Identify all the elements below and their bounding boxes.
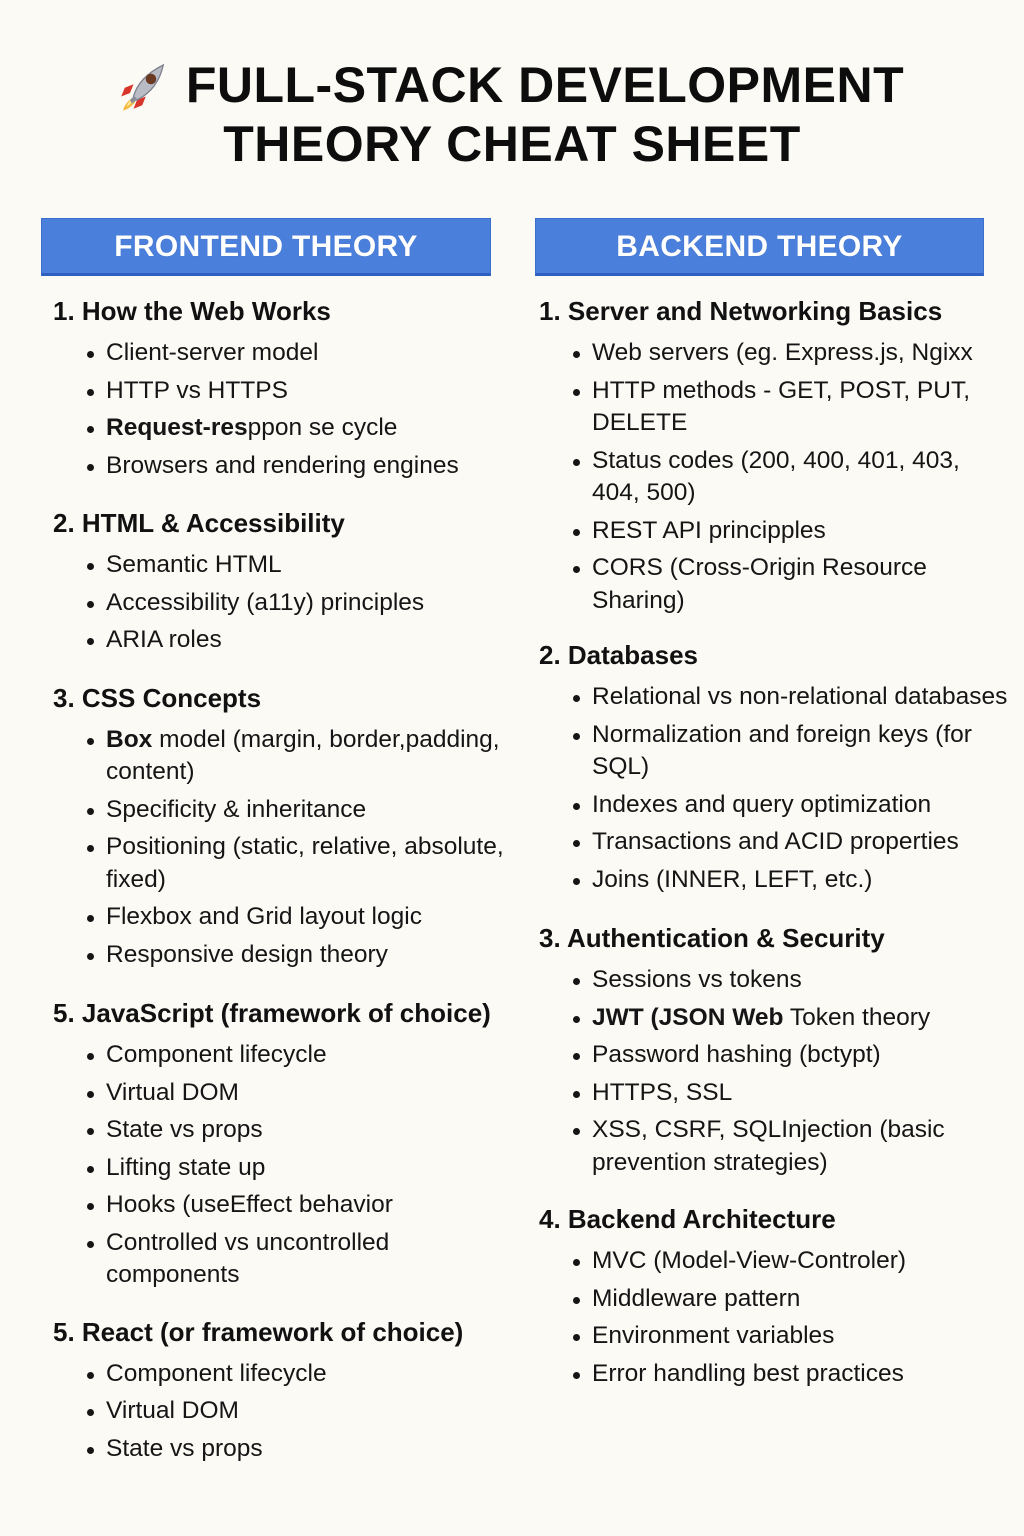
list-item: Hooks (useEffect behavior: [53, 1189, 523, 1222]
backend-section-auth-security: [539, 920, 1009, 1179]
item-list: [53, 1039, 523, 1292]
item-list: [53, 724, 523, 972]
list-item: JWT (JSON Web Token theory: [539, 1002, 1009, 1035]
section-title: 1. Server and Networking Basics: [539, 296, 943, 326]
list-item: CORS (Cross-Origin Resource Sharing): [539, 552, 1009, 617]
frontend-section-react: [53, 1314, 523, 1466]
list-item: Middleware pattern: [539, 1283, 1009, 1316]
list-item: ARIA roles: [53, 624, 523, 657]
list-item: Client-server model: [53, 337, 523, 370]
list-item: Virtual DOM: [53, 1077, 523, 1110]
list-item: HTTPS, SSL: [539, 1077, 1009, 1110]
list-item: Browsers and rendering engines: [53, 450, 523, 483]
backend-section-architecture: [539, 1201, 1009, 1390]
list-item: Status codes (200, 400, 401, 403, 404, 500): [539, 445, 1009, 510]
backend-section-server: [539, 293, 1009, 617]
frontend-section-javascript: [53, 995, 523, 1292]
item-list: [539, 337, 1009, 617]
list-item: Lifting state up: [53, 1152, 523, 1185]
section-title: 5. React (or framework of choice): [53, 1316, 464, 1347]
list-item: XSS, CSRF, SQLInjection (basic prevention strategies): [539, 1114, 1009, 1179]
title-line-1: FULL-STACK DEVELOPMENT: [185, 57, 905, 113]
list-item: Specificity & inheritance: [53, 794, 523, 827]
section-title: 5. JavaScript (framework of choice): [53, 998, 491, 1028]
backend-section-databases: [539, 637, 1009, 896]
list-item: Indexes and query optimization: [539, 789, 1009, 822]
list-item: Environment variables: [539, 1320, 1009, 1353]
list-item: Component lifecycle: [53, 1039, 523, 1072]
list-item: Virtual DOM: [53, 1395, 523, 1428]
list-item: State vs props: [53, 1114, 523, 1147]
list-item: Password hashing (bctypt): [539, 1039, 1009, 1072]
list-item: Web servers (eg. Express.js, Ngixx: [539, 337, 1009, 370]
list-item: Joins (INNER, LEFT, etc.): [539, 864, 1009, 897]
page-title: [0, 56, 1024, 174]
list-item: Component lifecycle: [53, 1358, 523, 1391]
list-item: Box model (margin, border,padding, content): [53, 724, 523, 789]
list-item: Sessions vs tokens: [539, 964, 1009, 997]
section-title: 3. CSS Concepts: [53, 682, 262, 713]
list-item: Transactions and ACID properties: [539, 826, 1009, 859]
list-item: Semantic HTML: [53, 549, 523, 582]
frontend-section-html: [53, 505, 523, 657]
list-item: Flexbox and Grid layout logic: [53, 901, 523, 934]
frontend-section-web: [53, 293, 523, 482]
list-item: Error handling best practices: [539, 1358, 1009, 1391]
list-item: Responsive design theory: [53, 939, 523, 972]
section-title: 4. Backend Architecture: [539, 1204, 836, 1234]
item-list: [53, 549, 523, 657]
item-list: [539, 964, 1009, 1179]
item-list: [539, 1245, 1009, 1390]
section-title: 3. Authentication & Security: [539, 923, 885, 953]
frontend-theory-header: FRONTEND THEORY: [41, 218, 491, 276]
list-item: Accessibility (a11y) principles: [53, 587, 523, 620]
list-item: Relational vs non-relational databases: [539, 681, 1009, 714]
section-title: 2. Databases: [539, 640, 698, 670]
item-list: [53, 337, 523, 482]
list-item: Normalization and foreign keys (for SQL): [539, 719, 1009, 784]
list-item: REST API principples: [539, 515, 1009, 548]
list-item: MVC (Model-View-Controler): [539, 1245, 1009, 1278]
title-line-2: THEORY CHEAT SHEET: [223, 116, 801, 172]
list-item: Request-resppon se cycle: [53, 412, 523, 445]
list-item: Controlled vs uncontrolled components: [53, 1227, 523, 1292]
section-title: 2. HTML & Accessibility: [53, 508, 345, 538]
item-list: [539, 681, 1009, 896]
list-item: State vs props: [53, 1433, 523, 1466]
section-title: 1. How the Web Works: [53, 296, 331, 326]
list-item: Positioning (static, relative, absolute, fixed): [53, 831, 523, 896]
list-item: HTTP vs HTTPS: [53, 375, 523, 408]
backend-column: [539, 293, 1009, 1410]
backend-theory-header: BACKEND THEORY: [535, 218, 984, 276]
item-list: [53, 1358, 523, 1466]
frontend-column: [53, 293, 523, 1485]
frontend-section-css: [53, 680, 523, 972]
list-item: HTTP methods - GET, POST, PUT, DELETE: [539, 375, 1009, 440]
